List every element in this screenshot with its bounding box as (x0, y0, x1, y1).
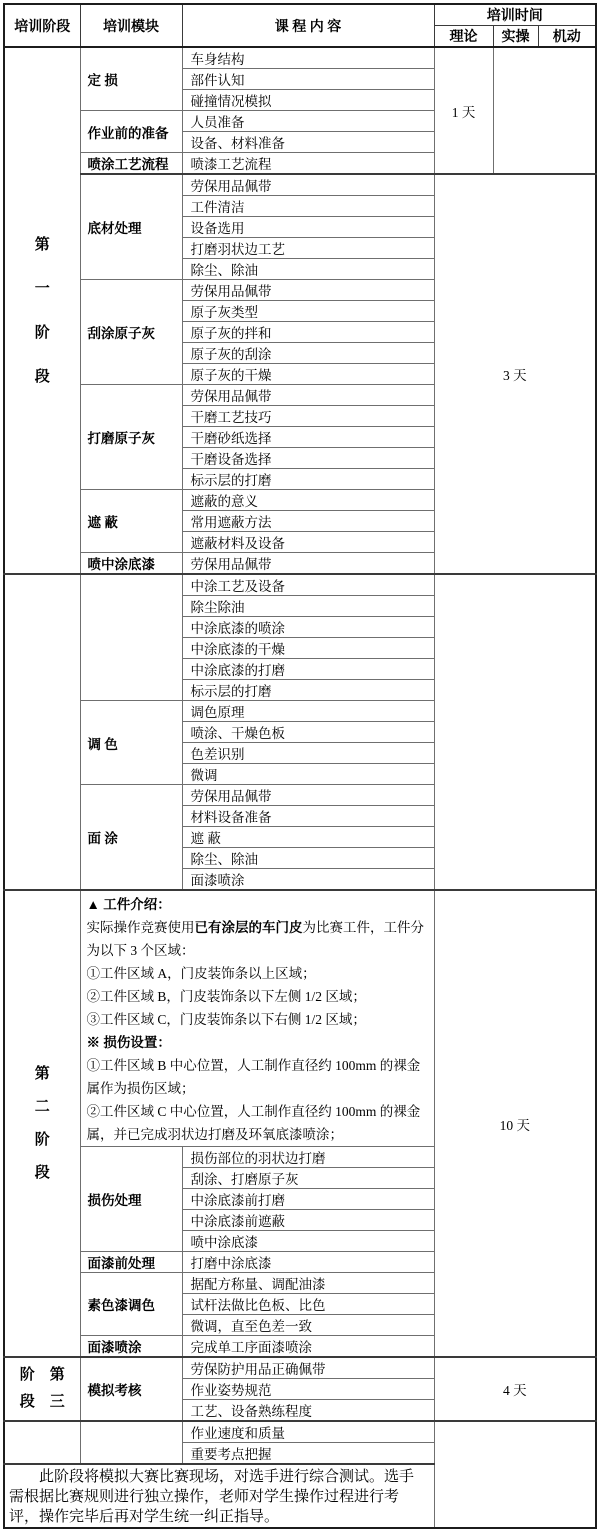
time-cell: 1 天 (434, 47, 493, 174)
course-cell: 刮涂、打磨原子灰 (182, 1168, 434, 1189)
table-row (4, 1357, 596, 1379)
course-cell: 中涂底漆的打磨 (182, 659, 434, 680)
module-cell: 打磨原子灰 (80, 385, 182, 490)
header-course-content: 课 程 内 容 (182, 4, 434, 47)
course-cell: 中涂工艺及设备 (182, 574, 434, 596)
course-cell: 原子灰的刮涂 (182, 343, 434, 364)
table-header (4, 4, 596, 47)
course-cell: 劳保用品佩带 (182, 174, 434, 196)
block-cell: 此阶段将模拟大赛比赛现场，对选手进行综合测试。选手 需根据比赛规则进行独立操作，老师对学生操作过程进行考 评，操作完毕后再对学生统一纠正指导。 (4, 1464, 434, 1528)
course-cell: 碰撞情况模拟 (182, 90, 434, 111)
module-cell: 损伤处理 (80, 1147, 182, 1252)
table-row (4, 174, 596, 196)
stage-cell: 阶 第 段 三 (4, 1357, 80, 1421)
course-cell: 劳保用品佩带 (182, 385, 434, 406)
course-cell: 喷涂、干燥色板 (182, 722, 434, 743)
course-cell: 工件清洁 (182, 196, 434, 217)
time-cell (493, 47, 596, 174)
course-cell: 遮蔽的意义 (182, 490, 434, 511)
course-cell: 材料设备准备 (182, 806, 434, 827)
course-cell: 车身结构 (182, 47, 434, 69)
time-cell: 4 天 (434, 1357, 596, 1421)
table-row (4, 47, 596, 69)
course-cell: 微调，直至色差一致 (182, 1315, 434, 1336)
course-cell: 中涂底漆的喷涂 (182, 617, 434, 638)
module-cell (80, 574, 182, 701)
table-row (4, 574, 596, 596)
table-row (4, 1421, 596, 1443)
stage-cell: 第 二 阶 段 (4, 890, 80, 1357)
header-theory: 理论 (434, 26, 493, 48)
course-cell: 作业速度和质量 (182, 1421, 434, 1443)
course-cell: 除尘、除油 (182, 848, 434, 869)
course-cell: 面漆喷涂 (182, 869, 434, 891)
course-cell: 微调 (182, 764, 434, 785)
stage-cell (4, 1421, 80, 1464)
module-cell: 底材处理 (80, 174, 182, 280)
module-cell: 素色漆调色 (80, 1273, 182, 1336)
module-cell: 面漆前处理 (80, 1252, 182, 1273)
course-cell: 喷中涂底漆 (182, 1231, 434, 1252)
course-cell: 遮蔽材料及设备 (182, 532, 434, 553)
time-cell (434, 1421, 596, 1528)
module-cell: 面漆喷涂 (80, 1336, 182, 1358)
course-cell: 原子灰的干燥 (182, 364, 434, 385)
course-cell: 打磨中涂底漆 (182, 1252, 434, 1273)
header-stage: 培训阶段 (4, 4, 80, 47)
course-cell: 标示层的打磨 (182, 469, 434, 490)
course-cell: 标示层的打磨 (182, 680, 434, 701)
course-cell: 原子灰的拌和 (182, 322, 434, 343)
header-module: 培训模块 (80, 4, 182, 47)
stage-cell: 第 一 阶 段 (4, 47, 80, 574)
course-cell: 重要考点把握 (182, 1443, 434, 1465)
training-schedule-table (3, 3, 597, 1529)
course-cell: 中涂底漆前遮蔽 (182, 1210, 434, 1231)
course-cell: 色差识别 (182, 743, 434, 764)
course-cell: 干磨设备选择 (182, 448, 434, 469)
course-cell: 据配方称量、调配油漆 (182, 1273, 434, 1294)
course-cell: 打磨羽状边工艺 (182, 238, 434, 259)
course-cell: 劳保用品佩带 (182, 553, 434, 575)
course-cell: 干磨工艺技巧 (182, 406, 434, 427)
course-cell: 完成单工序面漆喷涂 (182, 1336, 434, 1358)
course-cell: 劳保用品佩带 (182, 280, 434, 301)
module-cell: 刮涂原子灰 (80, 280, 182, 385)
course-cell: 干磨砂纸选择 (182, 427, 434, 448)
course-cell: 部件认知 (182, 69, 434, 90)
module-cell: 作业前的准备 (80, 111, 182, 153)
course-cell: 遮 蔽 (182, 827, 434, 848)
course-cell: 设备选用 (182, 217, 434, 238)
course-cell: 除尘除油 (182, 596, 434, 617)
module-cell: 面 涂 (80, 785, 182, 891)
stage-cell (4, 574, 80, 890)
course-cell: 试杆法做比色板、比色 (182, 1294, 434, 1315)
module-cell: 调 色 (80, 701, 182, 785)
course-cell: 劳保防护用品正确佩带 (182, 1357, 434, 1379)
course-cell: 中涂底漆前打磨 (182, 1189, 434, 1210)
course-cell: 作业姿势规范 (182, 1379, 434, 1400)
course-cell: 调色原理 (182, 701, 434, 722)
course-cell: 原子灰类型 (182, 301, 434, 322)
table-body (4, 47, 596, 1528)
course-cell: 人员准备 (182, 111, 434, 132)
course-cell: 除尘、除油 (182, 259, 434, 280)
module-cell: 喷中涂底漆 (80, 553, 182, 575)
module-cell: 定 损 (80, 47, 182, 111)
header-row-1 (4, 4, 596, 26)
course-cell: 常用遮蔽方法 (182, 511, 434, 532)
time-cell: 3 天 (434, 174, 596, 574)
time-cell (434, 574, 596, 890)
course-cell: 损伤部位的羽状边打磨 (182, 1147, 434, 1168)
header-practice: 实操 (493, 26, 538, 48)
course-cell: 喷漆工艺流程 (182, 153, 434, 175)
time-cell: 10 天 (434, 890, 596, 1357)
course-cell: 劳保用品佩带 (182, 785, 434, 806)
module-cell: 遮 蔽 (80, 490, 182, 553)
course-cell: 工艺、设备熟练程度 (182, 1400, 434, 1422)
module-cell (80, 1421, 182, 1464)
block-cell: ▲ 工件介绍： 实际操作竞赛使用已有涂层的车门皮为比赛工件，工件分 为以下 3 个区域： ①工件区域 A，门皮装饰条以上区域； ②工件区域 B，门皮装饰条以下左侧 1/2 区域； ③工件区域 C，门皮装饰条以下右侧 1/2 区域； ※ 损伤设置： ①工件区域 B 中心位置，人工制作直径约 100mm 的裸金 属作为损伤区域； ②工件区域 C 中心位置，人工制作直径约 100mm 的裸金 属，并已完成羽状边打磨及环氧底漆喷涂； (80, 890, 434, 1147)
header-flexible: 机动 (538, 26, 596, 48)
course-cell: 设备、材料准备 (182, 132, 434, 153)
course-cell: 中涂底漆的干燥 (182, 638, 434, 659)
module-cell: 喷涂工艺流程 (80, 153, 182, 175)
header-training-time: 培训时间 (434, 4, 596, 26)
table-row (4, 890, 596, 1147)
module-cell: 模拟考核 (80, 1357, 182, 1421)
